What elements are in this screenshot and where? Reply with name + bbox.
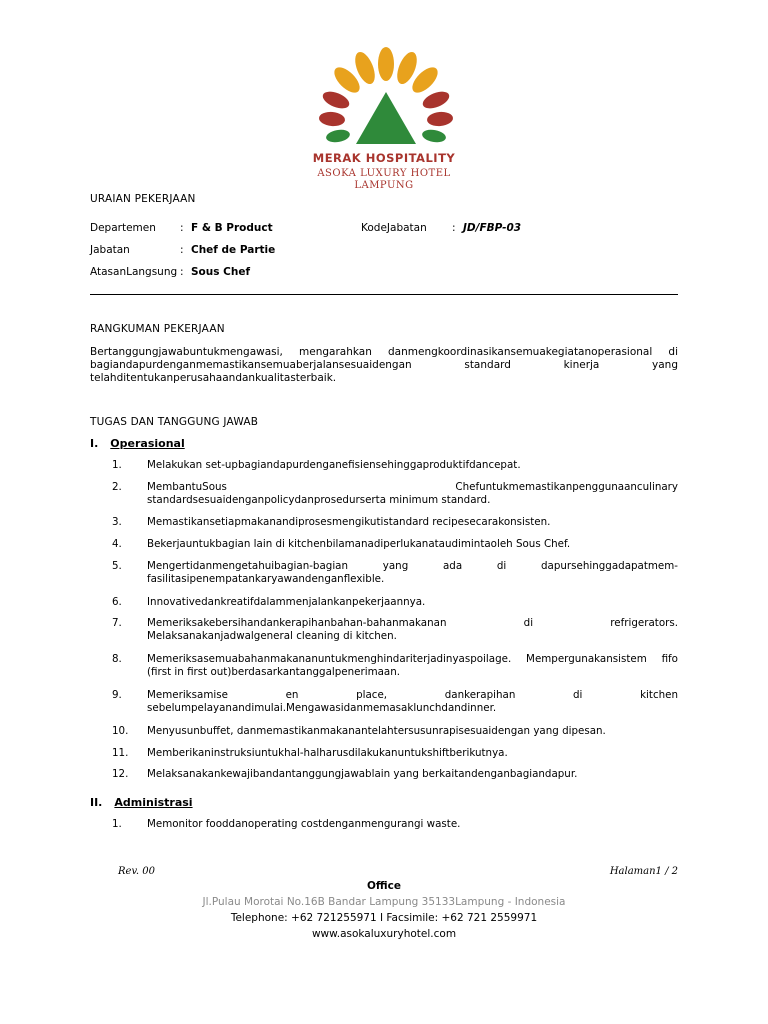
list-item [112,725,678,738]
item-text: Menyusunbuffet, danmemastikanmakanantelahtersusunrapisesuaidengan yang dipesan. [147,725,606,737]
item-text: Memeriksamise en place, dankerapihan di kitchen sebelumpelayanandimulai.Mengawasidanmemasaklunchdandinner. [147,689,678,714]
colon: : [452,222,456,234]
colon: : [180,266,184,278]
page-number: Halaman1 / 2 [609,866,678,877]
departemen-label: Departemen [90,222,156,234]
list-item [112,653,678,679]
hotel-name-line2: LAMPUNG [354,180,414,191]
departemen-value: F & B Product [191,222,273,234]
item-text: Mengertidanmengetahuibagian-bagian yang ada di dapursehinggadapatmem-fasilitasipenempatankaryawandenganflexible. [147,560,678,585]
list-item [112,689,678,715]
item-text: Memberikaninstruksiuntukhal-halharusdilakukanuntukshiftberikutnya. [147,747,508,759]
section-operasional [90,437,185,450]
item-number: 12. [112,768,129,780]
divider [90,294,678,295]
item-number: 1. [112,459,122,471]
list-item [112,596,678,609]
item-number: 4. [112,538,122,550]
section-number: I. [90,437,99,450]
jabatan-label: Jabatan [90,244,130,256]
list-item [112,516,678,529]
office-heading: Office [367,880,401,892]
item-text: MembantuSous Chefuntukmemastikanpenggunaanculinary standardsesuaidenganpolicydanprosedurserta minimum standard. [147,481,678,506]
list-item [112,768,678,781]
list-item [112,459,678,472]
atasan-value: Sous Chef [191,266,251,278]
item-text: Bekerjauntukbagian lain di kitchenbilamanadiperlukanataudimintaoleh Sous Chef. [147,538,571,550]
section-title: Operasional [110,437,185,450]
item-number: 9. [112,689,122,701]
item-number: 7. [112,617,122,629]
uraian-title: URAIAN PEKERJAAN [90,193,196,205]
rangkuman-title: RANGKUMAN PEKERJAAN [90,323,225,335]
section-administrasi [90,796,193,809]
item-number: 5. [112,560,122,572]
revision: Rev. 00 [118,866,155,877]
atasan-label: AtasanLangsung [90,266,178,278]
office-phone: Telephone: +62 721255971 I Facsimile: +62 721 2559971 [230,912,538,924]
item-number: 3. [112,516,122,528]
list-item [112,747,678,760]
item-number: 2. [112,481,122,493]
kode-jabatan-label: KodeJabatan [361,222,427,234]
item-number: 8. [112,653,122,665]
item-text: Memonitor fooddanoperating costdenganmengurangi waste. [147,818,461,830]
item-text: Memeriksasemuabahanmakananuntukmenghindariterjadinyaspoilage. Mempergunakansistem fifo (first in first out)berdasarkantanggalpenerimaan. [147,653,678,678]
jabatan-value: Chef de Partie [191,244,276,256]
brand-name: MERAK HOSPITALITY [312,151,456,165]
colon: : [180,222,184,234]
item-number: 11. [112,747,129,759]
item-number: 1. [112,818,122,830]
colon: : [180,244,184,256]
hotel-name [0,168,768,192]
rangkuman-text: Bertanggungjawabuntukmengawasi, mengarahkan danmengkoordinasikansemuakegiatanoperasional di bagiandapurdenganmemastikansemuaberjalansesuaidengan standard kinerja yang telahditentukanperusahaandankualitasterbaik. [90,346,678,384]
item-text: Innovativedankreatifdalammenjalankanpekerjaannya. [147,596,426,608]
merak-peacock-icon [316,44,456,154]
item-text: Memeriksakebersihandankerapihanbahan-bahanmakanan di refrigerators. Melaksanakanjadwalgeneral cleaning di kitchen. [147,617,678,642]
item-text: Melakukan set-upbagiandapurdenganefisiensehinggaproduktifdancepat. [147,459,521,471]
hotel-name-line1: ASOKA LUXURY HOTEL [317,168,451,179]
kode-jabatan-value: JD/FBP-03 [463,222,522,234]
section-number: II. [90,796,103,809]
section-title: Administrasi [114,796,193,809]
office-website: www.asokaluxuryhotel.com [311,928,457,940]
item-text: Melaksanakankewajibandantanggungjawablain yang berkaitandenganbagiandapur. [147,768,578,780]
item-number: 6. [112,596,122,608]
list-item [112,538,678,551]
item-number: 10. [112,725,129,737]
list-item [112,617,678,643]
office-address: Jl.Pulau Morotai No.16B Bandar Lampung 35133Lampung - Indonesia [202,896,566,908]
list-item [112,481,678,507]
list-item [112,560,678,586]
list-item [112,818,678,831]
item-text: Memastikansetiapmakanandiprosesmengikutistandard recipesecarakonsisten. [147,516,551,528]
tugas-title: TUGAS DAN TANGGUNG JAWAB [90,416,259,428]
